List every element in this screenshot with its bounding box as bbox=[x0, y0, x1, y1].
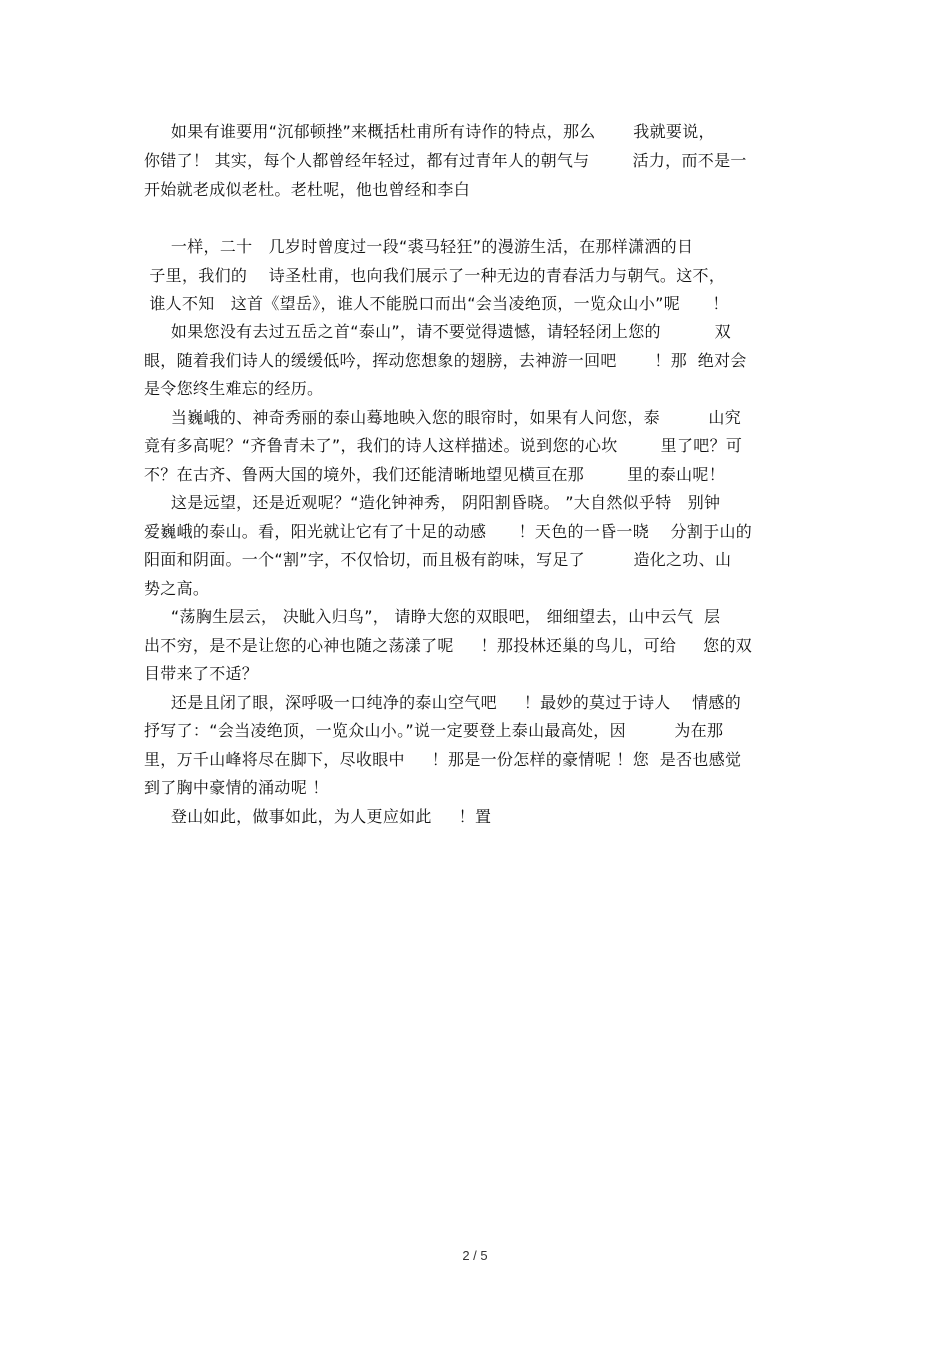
text-line: 抒写了：“会当凌绝顶，一览众山小。”说一定要登上泰山最高处，因 为在那 bbox=[144, 721, 724, 740]
text-line: 你错了！ 其实，每个人都曾经年轻过，都有过青年人的朝气与 活力，而不是一 bbox=[144, 151, 747, 170]
text-line: 如果有谁要用“沉郁顿挫”来概括杜甫所有诗作的特点，那么 我就要说， bbox=[144, 122, 715, 141]
text-line: 谁人不知 这首《望岳》，谁人不能脱口而出“会当凌绝顶，一览众山小”呢 ！ bbox=[144, 294, 729, 313]
text-line: 如果您没有去过五岳之首“泰山”，请不要觉得遗憾，请轻轻闭上您的 双 bbox=[144, 322, 731, 341]
text-line: 里，万千山峰将尽在脚下，尽收眼中 ！那是一份怎样的豪情呢 ！您 是否也感觉 bbox=[144, 750, 742, 769]
text-line: 竟有多高呢？“齐鲁青未了”，我们的诗人这样描述。说到您的心坎 里了吧？可 bbox=[144, 436, 743, 455]
text-line: 出不穷，是不是让您的心神也随之荡漾了呢 ！那投林还巢的鸟儿，可给 您的双 bbox=[144, 636, 753, 655]
text-line: 是令您终生难忘的经历。 bbox=[144, 379, 324, 398]
text-line: 一样，二十 几岁时曾度过一段“裘马轻狂”的漫游生活，在那样潇洒的日 bbox=[144, 237, 694, 256]
text-line: 目带来了不适？ bbox=[144, 664, 259, 683]
text-line: 阳面和阴面。一个“割”字，不仅恰切，而且极有韵味，写足了 造化之功、山 bbox=[144, 550, 732, 569]
text-line: 子里，我们的 诗圣杜甫，也向我们展示了一种无边的青春活力与朝气。这不， bbox=[144, 266, 726, 285]
text-line: 登山如此，做事如此，为人更应如此 ！置 bbox=[144, 807, 492, 826]
page-number: 2 / 5 bbox=[462, 1248, 488, 1263]
text-line: 眼，随着我们诗人的缓缓低吟，挥动您想象的翅膀，去神游一回吧 ！那 绝对会 bbox=[144, 351, 747, 370]
text-line: 当巍峨的、神奇秀丽的泰山蓦地映入您的眼帘时，如果有人问您，泰 山究 bbox=[144, 408, 742, 427]
text-line: “荡胸生层云， 决眦入归鸟”， 请睁大您的双眼吧， 细细望去，山中云气 层 bbox=[144, 607, 721, 626]
text-line: 这是远望，还是近观呢？“造化钟神秀， 阴阳割昏晓。 ”大自然似乎特 别钟 bbox=[144, 493, 721, 512]
text-line: 还是且闭了眼，深呼吸一口纯净的泰山空气吧 ！最妙的莫过于诗人 情感的 bbox=[144, 693, 742, 712]
text-line: 开始就老成似老杜。老杜呢，他也曾经和李白 bbox=[144, 180, 471, 199]
text-line: 势之高。 bbox=[144, 579, 210, 598]
text-line: 到了胸中豪情的涌动呢 ！ bbox=[144, 778, 329, 797]
text-line: 爱巍峨的泰山。看，阳光就让它有了十足的动感 ！天色的一昏一晓 分割于山的 bbox=[144, 522, 753, 541]
text-line: 不？在古齐、鲁两大国的境外，我们还能清晰地望见横亘在那 里的泰山呢！ bbox=[144, 465, 725, 484]
